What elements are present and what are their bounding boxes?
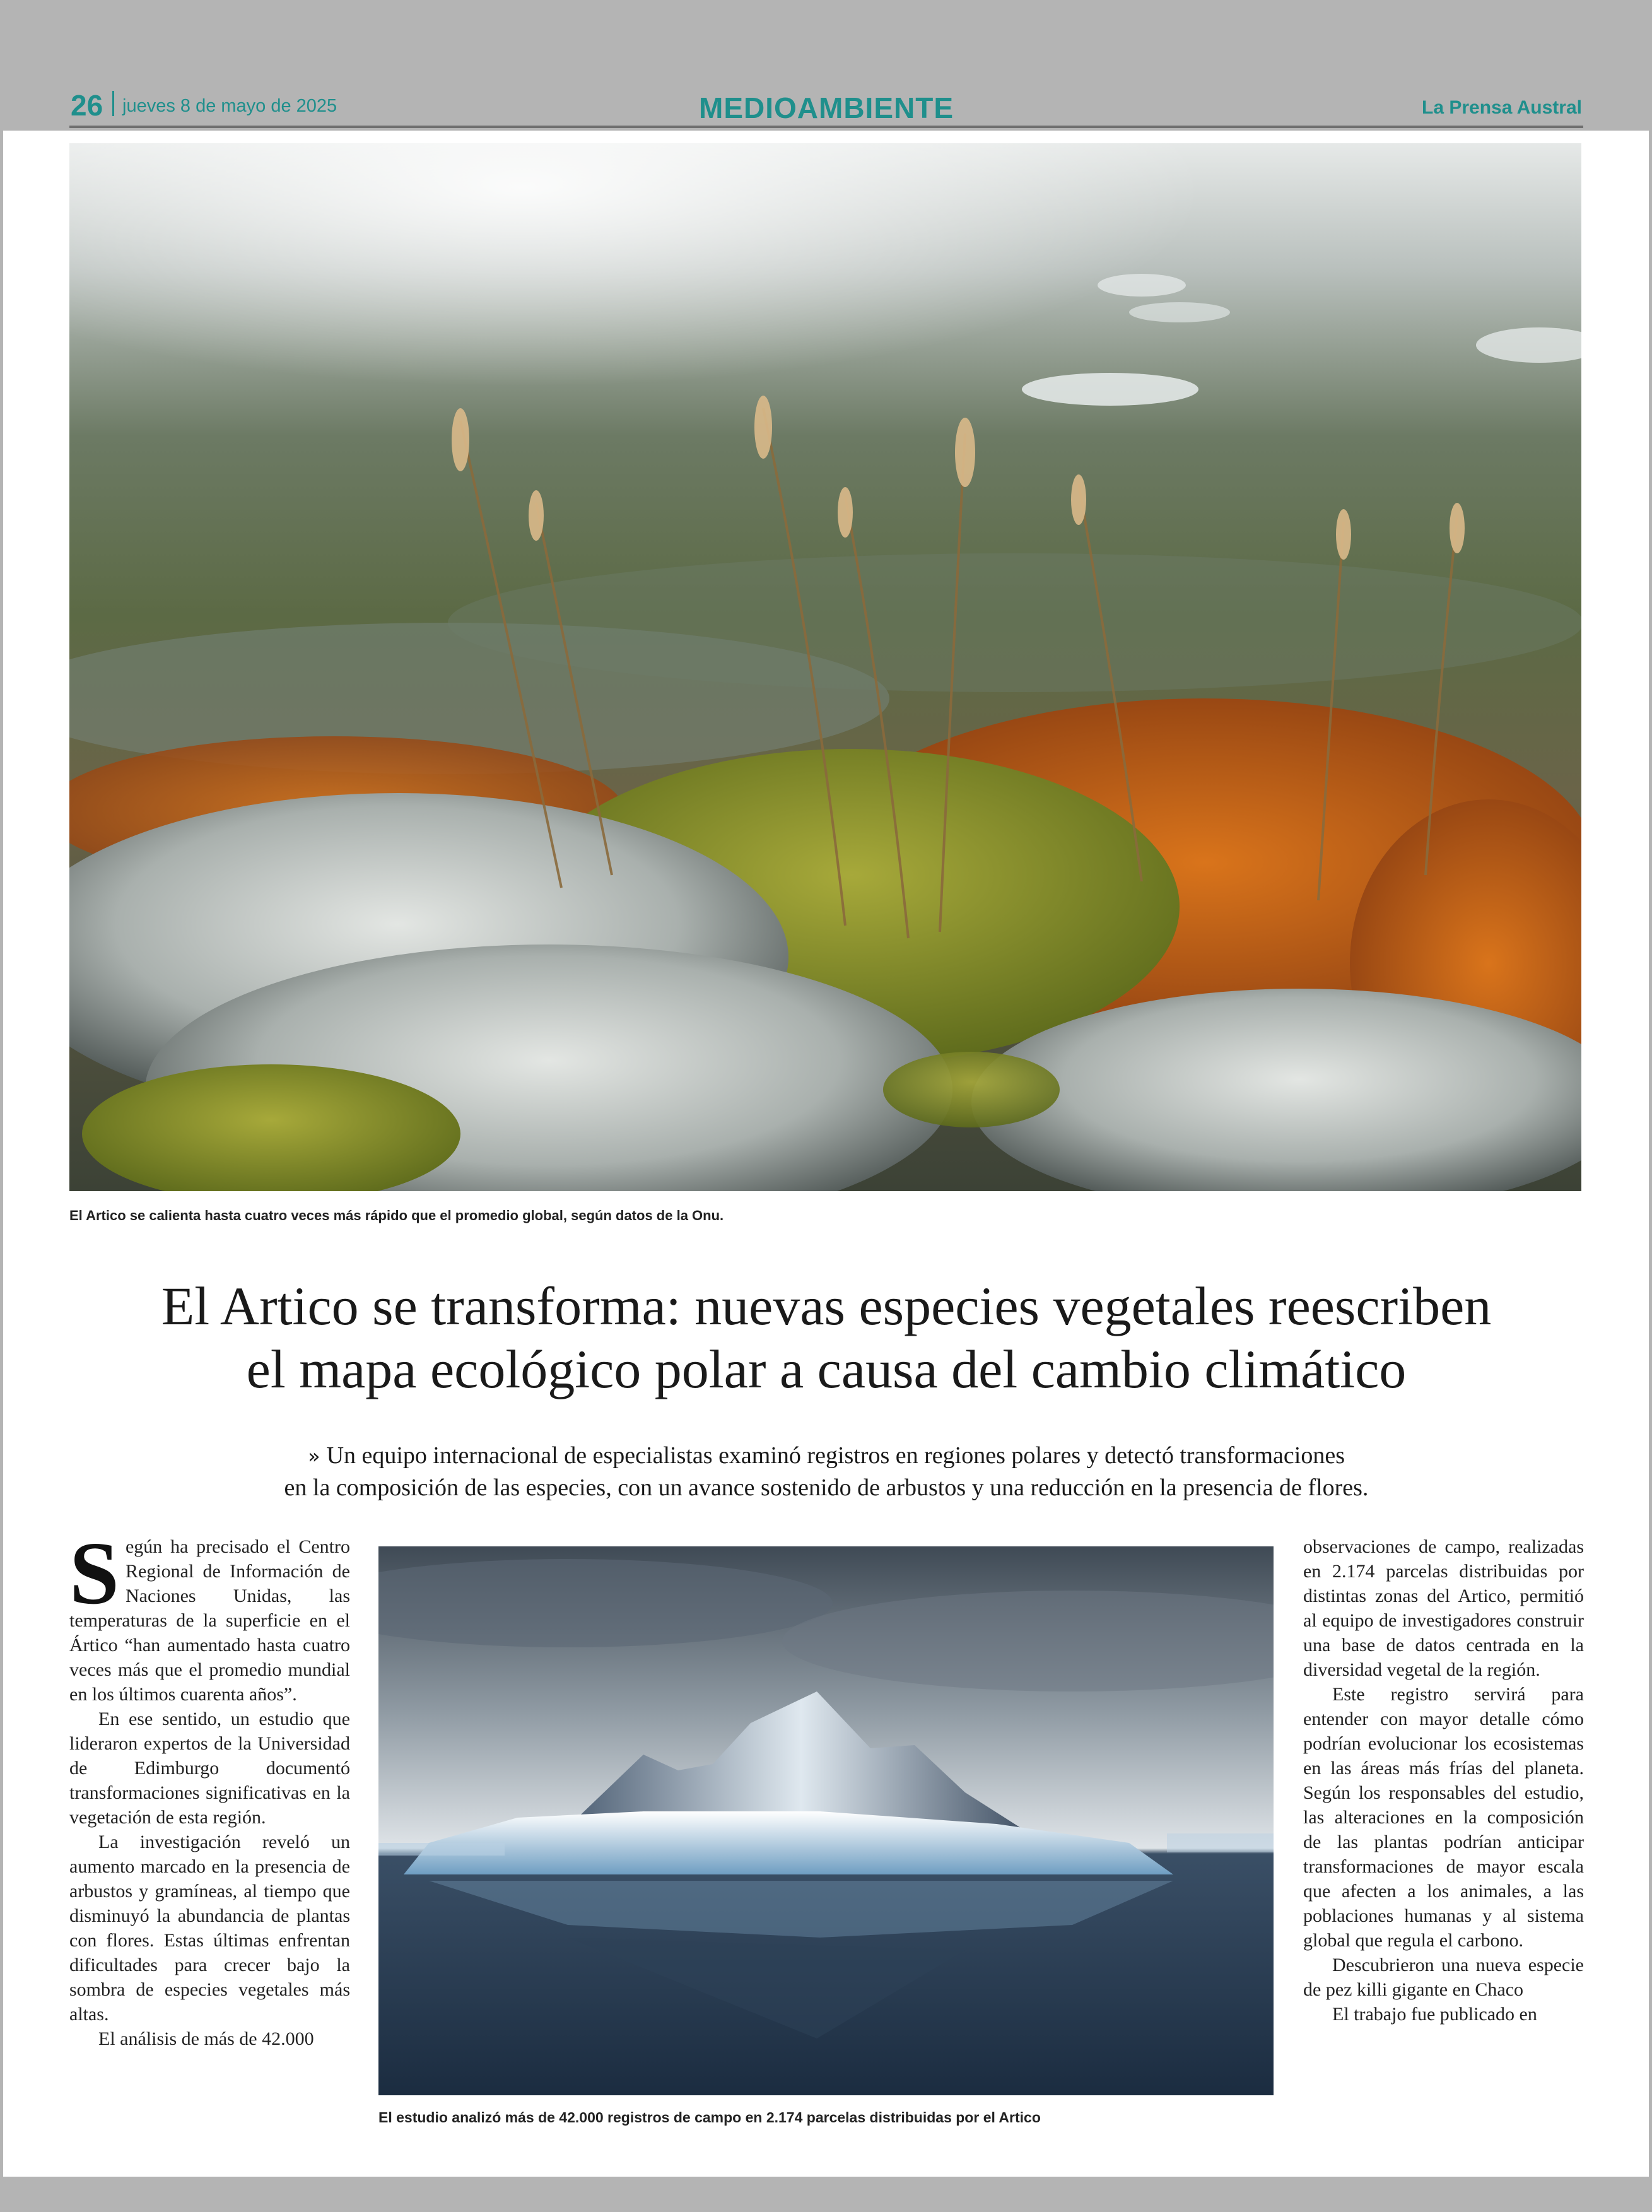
double-chevron-right-icon: » [307,1444,320,1468]
paragraph-2: En ese sentido, un estudio que lideraron expertos de la Universidad de Edimburgo documentó transformaciones significativas en la vegetación de esta región. [69,1709,350,1828]
arctic-tundra-photo [69,143,1581,1191]
paragraph-7: Descubrieron una nueva especie de pez killi gigante en Chaco [1303,1955,1584,2000]
article-headline [69,1274,1583,1401]
article-column-left [69,1534,350,2127]
paragraph-8: El trabajo fue publicado en [1332,2004,1537,2025]
paragraph-5: observaciones de campo, realizadas en 2.174 parcelas distribuidas por distintas zonas del Artico, permitió al equipo de investigadores construir una base de datos centrada en la diversidad vegetal de la región. [1303,1536,1584,1680]
headline-line-1: El Artico se transforma: nuevas especies vegetales reescriben [161,1276,1492,1336]
paragraph-6: Este registro servirá para entender con mayor detalle cómo podrían evolucionar los ecosistemas en las áreas más frías del planeta. Según los responsables del estudio, las alteraciones en la composición de las plantas podrían anticipar transformaciones de mayor escala que afecten a los animales, a las poblaciones humanas y al sistema global que regula el carbono. [1303,1684,1584,1951]
paragraph-1-text: egún ha precisado el Centro Regional de Información de Naciones Unidas, las temperaturas de la superficie en el Ártico “han aumentado hasta cuatro veces más que el promedio mundial en los últimos cuarenta años”. [69,1536,350,1705]
page-header [69,88,1583,127]
deck-line-2: en la composición de las especies, con un avance sostenido de arbustos y una reducción en la presencia de flores. [284,1474,1369,1501]
drop-cap: S [69,1534,119,1623]
headline-line-2: el mapa ecológico polar a causa del cambio climático [246,1339,1407,1399]
deck-line-1: Un equipo internacional de especialistas examinó registros en regiones polares y detectó transformaciones [326,1442,1345,1469]
article-deck [139,1440,1514,1503]
page-number: 26 [71,89,103,122]
paragraph-1 [69,1534,350,1707]
header-rule [69,126,1583,128]
publication-name: La Prensa Austral [1422,97,1582,118]
paragraph-3: La investigación reveló un aumento marcado en la presencia de arbustos y gramíneas, al tiempo que disminuyó la abundancia de plantas con flores. Estas últimas enfrentan dificultades para crecer bajo la sombra de especies vegetales más altas. [69,1832,350,2025]
iceberg-photo [378,1546,1274,2095]
paragraph-4: El análisis de más de 42.000 [98,2028,314,2049]
main-photo-caption: El Artico se calienta hasta cuatro veces más rápido que el promedio global, según datos de la Onu. [69,1208,724,1223]
iceberg-photo-caption: El estudio analizó más de 42.000 registros de campo en 2.174 parcelas distribuidas por el Artico [378,2109,1041,2126]
section-title: MEDIOAMBIENTE [699,91,954,124]
issue-date: jueves 8 de mayo de 2025 [122,96,337,116]
article-column-right [1303,1534,1584,2127]
